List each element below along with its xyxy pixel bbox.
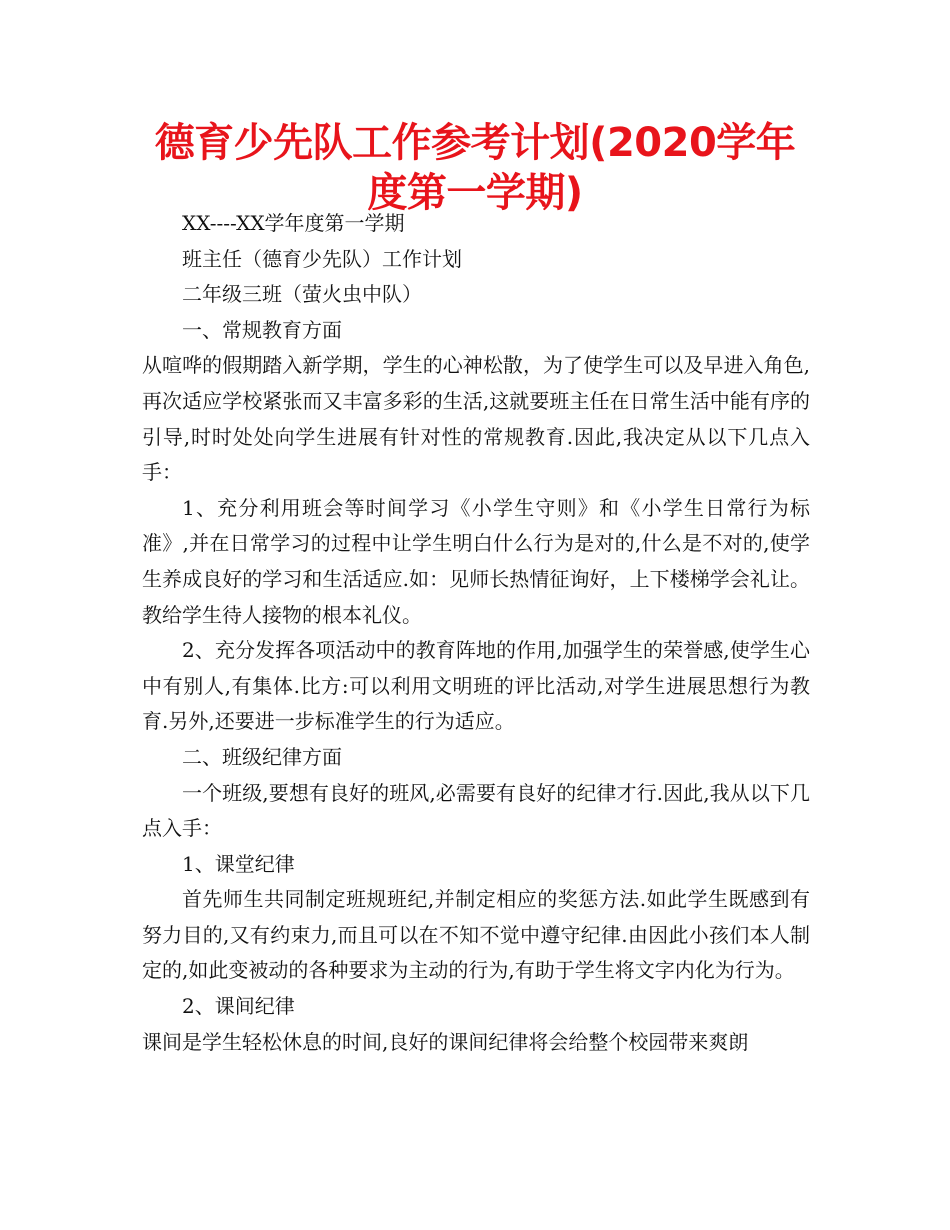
subsection-heading: 1、课堂纪律 [182,851,295,876]
paragraph: 从喧哗的假期踏入新学期，学生的心神松散，为了使学生可以及早进入角色,再次适应学校紧张而又丰富多彩的生活,这就要班主任在日常生活中能有序的引导,时时处处向学生进展有针对性的常规教育.因此,我决定从以下几点入手： [142,353,810,485]
section-heading: 二、班级纪律方面 [182,744,342,769]
paragraph: 二年级三班（萤火虫中队） [182,282,422,307]
paragraph: XX----XX学年度第一学期 [182,211,405,235]
paragraph: 一个班级,要想有良好的班风,必需要有良好的纪律才行.因此,我从以下几点入手： [142,780,810,841]
paragraph: 2、充分发挥各项活动中的教育阵地的作用,加强学生的荣誉感,使学生心中有别人,有集体.比方:可以利用文明班的评比活动,对学生进展思想行为教育.另外,还要进一步标准学生的行为适应。 [142,638,810,734]
document-title: 德育少先队工作参考计划(2020学年度第一学期) [154,120,796,216]
section-heading: 一、常规教育方面 [182,317,342,342]
subsection-heading: 2、课间纪律 [182,994,295,1019]
paragraph: 首先师生共同制定班规班纪,并制定相应的奖惩方法.如此学生既感到有努力目的,又有约束力,而且可以在不知不觉中遵守纪律.由因此小孩们本人制定的,如此变被动的各种要求为主动的行为,有助于学生将文字内化为行为。 [142,887,810,983]
paragraph: 1、充分利用班会等时间学习《小学生守则》和《小学生日常行为标准》,并在日常学习的过程中让学生明白什么行为是对的,什么是不对的,使学生养成良好的学习和生活适应.如：见师长热情征询好，上下楼梯学会礼让。教给学生待人接物的根本礼仪。 [142,495,810,627]
paragraph: 班主任（德育少先队）工作计划 [182,246,462,271]
document-body [142,206,810,1060]
paragraph: 课间是学生轻松休息的时间,良好的课间纪律将会给整个校园带来爽朗 [142,1029,749,1054]
